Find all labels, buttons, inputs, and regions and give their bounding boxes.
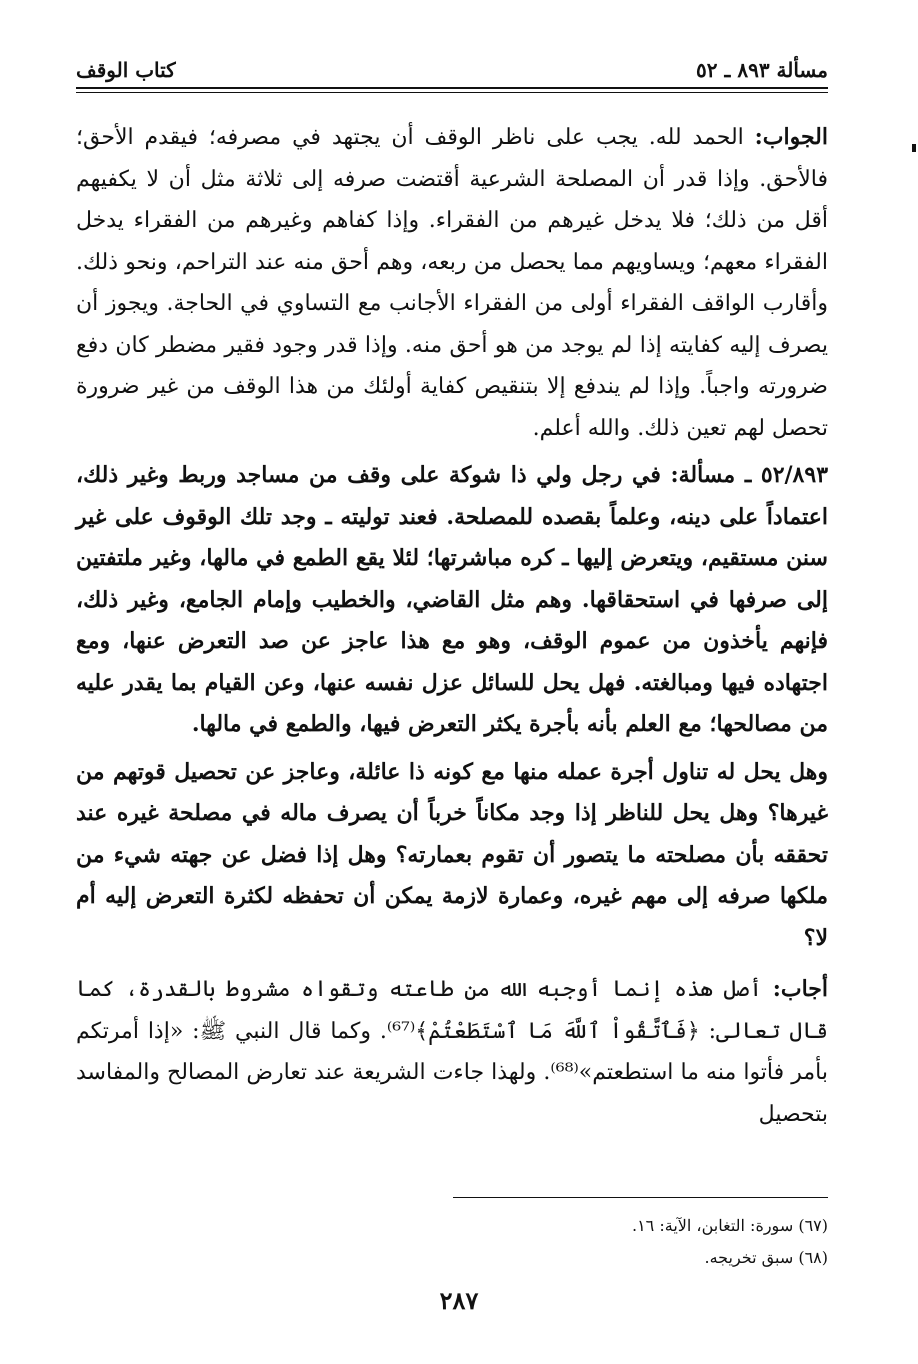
running-header (76, 58, 828, 84)
footnotes (328, 1210, 828, 1274)
page-number: ٢٨٧ (439, 1286, 479, 1315)
answer-paragraph (76, 117, 828, 449)
question-continuation-text: وهل يحل له تناول أجرة عمله منها مع كونه ذا عائلة، وعاجز عن تحصيل قوتهم من غيرها؟ وهل يحل للناظر إذا وجد مكاناً خرباً أن يصرف ماله في مصلحة غيره عند تحققه بأن مصلحته ما يتصور أن تقوم بعمارته؟ وهل إذا فضل عن جهته شيء من ملكها صرفه إلى مهم غيره، وعمارة لازمة يمكن أن تحفظه لكثرة التعرض إليه أم لا؟ (76, 758, 828, 951)
answer-lead: الجواب: (754, 124, 828, 150)
margin-mark (912, 144, 916, 152)
footnote-68: (٦٨) سبق تخريجه. (704, 1248, 828, 1267)
header-issue-number: مسألة ٨٩٣ ـ ٥٢ (696, 58, 828, 82)
reply-paragraph (76, 969, 828, 1135)
answer-text: الحمد لله. يجب على ناظر الوقف أن يجتهد في مصرفه؛ فيقدم الأحق؛ فالأحق. وإذا قدر أن المصلحة الشرعية أقتضت صرفه إلى ثلاثة مثل أن لا يكفيهم أقل من ذلك؛ فلا يدخل غيرهم من الفقراء. وإذا كفاهم وغيرهم من الفقراء يدخل الفقراء معهم؛ ويساويهم مما يحصل من ربعه، وهم أحق منه عند التراحم، ونحو ذلك. وأقارب الواقف الفقراء أولى من الفقراء الأجانب مع التساوي في الحاجة. ويجوز أن يصرف إليه كفايته إذا لم يوجد من هو أحق منه. وإذا قدر وجود فقير مضطر كان دفع ضرورته واجباً. وإذا لم يندفع إلا بتنقيص كفاية أولئك من هذا الوقف من غير ضرورة تحصل لهم تعين ذلك. والله أعلم. (76, 125, 828, 441)
question-continuation-paragraph (76, 752, 828, 960)
reply-lead: أجاب: (772, 976, 828, 1002)
question-lead: ٥٢/٨٩٣ ـ مسألة: (670, 462, 829, 488)
footnote-rule (453, 1197, 828, 1198)
question-text: في رجل ولي ذا شوكة على وقف من مساجد وربط وغير ذلك، اعتماداً على دينه، وعلماً بقصده للمصلحة. فعند توليته ـ وجد تلك الوقوف على غير سنن مستقيم، ويتعرض إليها ـ كره مباشرتها؛ لئلا يقع الطمع في مالها، وغير ملتفتين إلى صرفها في استحقاقها. وهم مثل القاضي، والخطيب وإمام الجامع، وغير ذلك، فإنهم يأخذون من عموم الوقف، وهو مع هذا عاجز عن صد التعرض عنها، ومع اجتهاده فيها ومبالغته. فهل يحل للسائل عزل نفسه عنها، وعن القيام بما يقدر عليه من مصالحها؛ مع العلم بأنه بأجرة يكثر التعرض فيها، والطمع في مالها. (76, 462, 828, 737)
footnote-67: (٦٧) سورة: التغابن، الآية: ١٦. (631, 1216, 828, 1235)
header-rule-thick (76, 87, 828, 89)
body-text (76, 117, 828, 1135)
question-paragraph (76, 455, 828, 746)
header-rule-thin (76, 92, 828, 93)
header-book-title: كتاب الوقف (76, 58, 176, 82)
reply-text: أصل هذه إنما أوجبه الله من طاعته وتقواه مشروط بالقدرة، كما قال تعالى: ﴿فَٱتَّقُواْ ٱللَّهَ مَا ٱسْتَطَعْتُمْ﴾⁽⁶⁷⁾. وكما قال النبي ﷺ: «إذا أمرتكم بأمر فأتوا منه ما استطعتم»⁽⁶⁸⁾. ولهذا جاءت الشريعة عند تعارض المصالح والمفاسد بتحصيل (76, 977, 829, 1127)
